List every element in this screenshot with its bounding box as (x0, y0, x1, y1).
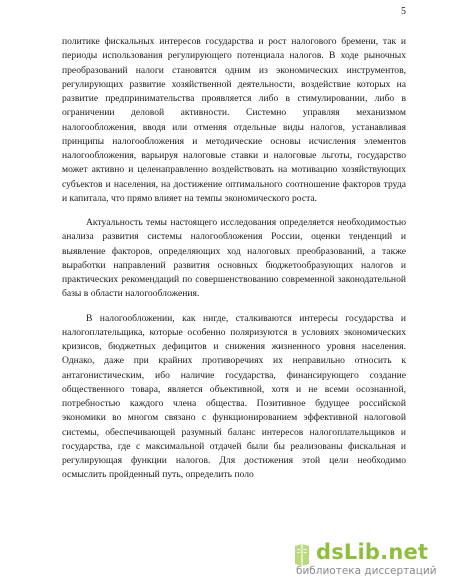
paragraph-3: В налогообложении, как нигде, сталкиваются интересы государства и налогоплательщика, которые особенно поляризуются в условиях экономических кризисов, бюджетных дефицитов и снижения жизненного уровня населения. Однако, даже при крайних противоречиях их неправильно относить к антагонистическим, ибо наличие государства, финансирующего создание общественного товара, является объективной, хотя и не всеми осознанной, потребностью каждого члена общества. Позитивное будущее российской экономики во многом связано с функционированием эффективной налоговой системы, обеспечивающей разумный баланс интересов налогоплательщиков и государства, где с максимальной отдачей были бы реализованы фискальная и регулирующая функции налогов. Для достижения этой цели необходимо осмыслить пройденный путь, определить поло (62, 312, 406, 481)
book-icon (292, 543, 312, 567)
watermark-brand: dsLib.net (316, 540, 429, 564)
page-number: 5 (401, 6, 406, 17)
watermark-tagline: библиотека диссертаций (296, 565, 437, 577)
paragraph-1: политике фискальных интересов государства и рост налогового бремени, так и периоды использования регулирующего потенциала налогов. В ходе рыночных преобразований налоги становятся одним из экономических инструментов, регулирующих развитие хозяйственной деятельности, воздействие которых на развитие предпринимательства проявляется либо в стимулировании, либо в ограничении деловой активности. Системно управляя механизмом налогообложения, вводя или отменяя отдельные виды налогов, устанавливая принципы налогообложения и методические основы исчисления элементов налогообложения, варьируя налоговые ставки и налоговые льготы, государство может активно и целенаправленно воздействовать на мотивацию хозяйствующих субъектов и населения, на достижение оптимального соотношение факторов труда и капитала, что прямо влияет на темпы экономического роста. (62, 36, 406, 204)
dslib-watermark (292, 540, 442, 578)
document-body (62, 35, 406, 483)
paragraph-2: Актуальность темы настоящего исследования определяется необходимостью анализа развития системы налогообложения России, оценки тенденций и выявление факторов, определяющих ход налоговых преобразований, а также выработки направлений развития основных бюджетообразующих налогов и практических рекомендаций по совершенствованию современной законодательной базы в области налогообложения. (62, 217, 406, 300)
